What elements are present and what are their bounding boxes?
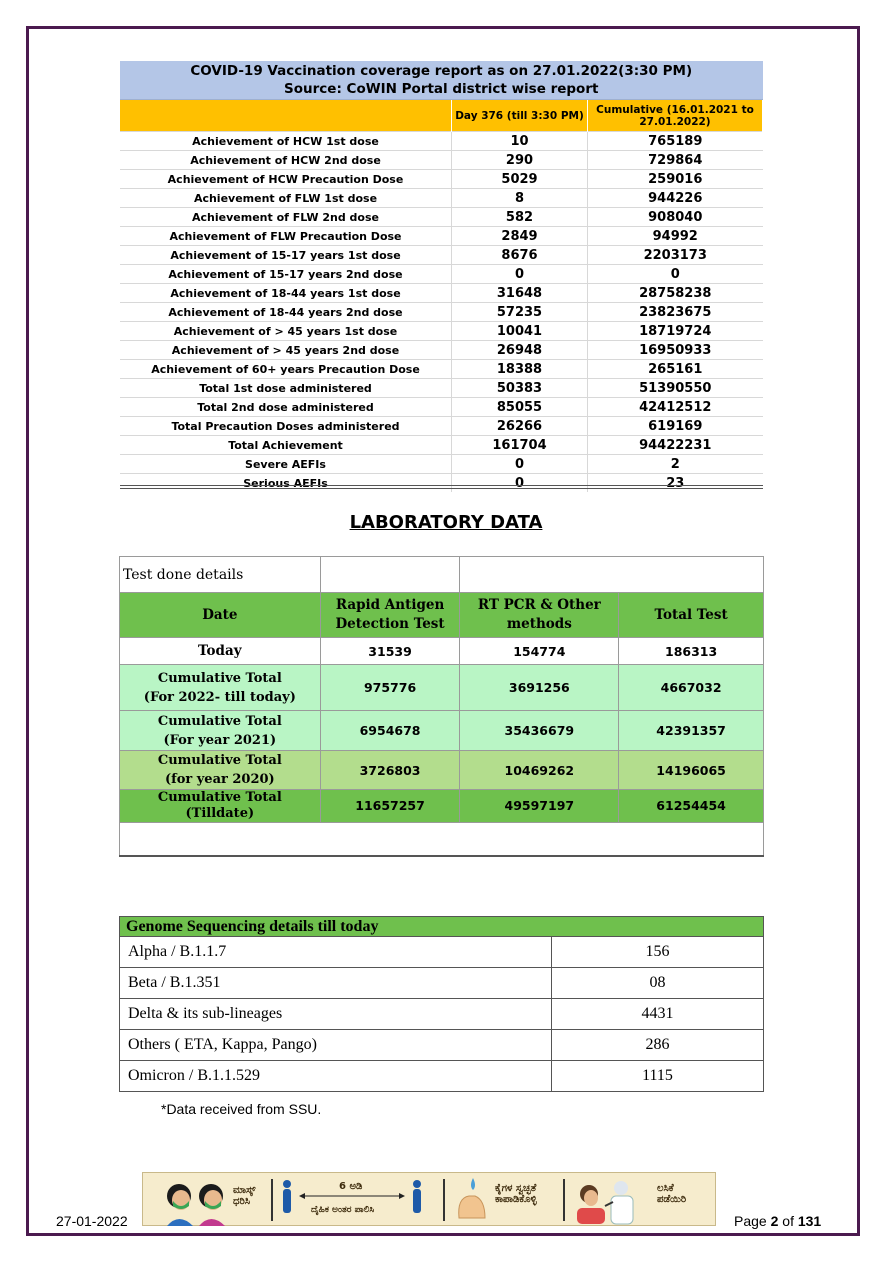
vaccination-row-cumulative: 259016 — [588, 170, 763, 189]
vaccination-row-label: Achievement of 18-44 years 2nd dose — [120, 303, 452, 322]
vaccination-row-day: 57235 — [452, 303, 588, 322]
vaccination-row-cumulative: 908040 — [588, 208, 763, 227]
genome-row-label: Others ( ETA, Kappa, Pango) — [120, 1030, 552, 1061]
vaccination-row — [120, 132, 763, 151]
vaccination-row-label: Achievement of 15-17 years 1st dose — [120, 246, 452, 265]
vaccination-row-label: Achievement of HCW 1st dose — [120, 132, 452, 151]
vaccination-row-day: 5029 — [452, 170, 588, 189]
vaccination-row-cumulative: 23 — [588, 474, 763, 493]
lab-header-date: Date — [120, 593, 321, 638]
col-day-header: Day 376 (till 3:30 PM) — [452, 100, 588, 132]
lab-row — [120, 751, 764, 790]
lab-row-rtpcr: 154774 — [460, 638, 619, 665]
genome-row — [120, 999, 764, 1030]
vaccination-table — [120, 61, 763, 492]
lab-caption-row — [120, 557, 764, 593]
genome-header-row — [120, 917, 764, 937]
lab-row-total: 42391357 — [619, 711, 764, 751]
banner-separator — [563, 1179, 565, 1221]
lab-row-date: Cumulative Total (For 2022- till today) — [120, 665, 321, 711]
vaccination-row-cumulative: 944226 — [588, 189, 763, 208]
banner-separator — [271, 1179, 273, 1221]
awareness-banner — [142, 1172, 716, 1226]
lab-header-row — [120, 593, 764, 638]
vaccination-row-label: Achievement of > 45 years 2nd dose — [120, 341, 452, 360]
masked-faces-icon — [157, 1174, 277, 1226]
lab-row-rat: 975776 — [320, 665, 460, 711]
genome-title: Genome Sequencing details till today — [120, 917, 764, 937]
vaccination-row — [120, 246, 763, 265]
vaccination-icon — [571, 1174, 641, 1226]
col-cumulative-header: Cumulative (16.01.2021 to 27.01.2022) — [588, 100, 763, 132]
vaccination-row-day: 0 — [452, 474, 588, 493]
vaccination-row-label: Achievement of HCW 2nd dose — [120, 151, 452, 170]
lab-row-rat: 31539 — [320, 638, 460, 665]
lab-section-title: LABORATORY DATA — [349, 512, 543, 533]
vaccination-row — [120, 208, 763, 227]
lab-row-rat: 6954678 — [320, 711, 460, 751]
vaccination-row — [120, 474, 763, 493]
vaccination-title: COVID-19 Vaccination coverage report as on 27.01.2022(3:30 PM) — [190, 63, 693, 79]
vaccination-row-label: Achievement of 60+ years Precaution Dose — [120, 360, 452, 379]
genome-footnote: *Data received from SSU. — [161, 1101, 322, 1117]
hygiene-text: ಕೈಗಳ ಸ್ವಚ್ಛತೆ ಕಾಪಾಡಿಕೊಳ್ಳಿ — [495, 1183, 537, 1205]
lab-row-total: 186313 — [619, 638, 764, 665]
vaccination-row — [120, 322, 763, 341]
lab-row-total: 14196065 — [619, 751, 764, 790]
vaccination-row-label: Achievement of 18-44 years 1st dose — [120, 284, 452, 303]
genome-row-label: Delta & its sub-lineages — [120, 999, 552, 1030]
lab-row-date: Cumulative Total (for year 2020) — [120, 751, 321, 790]
vaccination-row — [120, 379, 763, 398]
lab-row-date: Cumulative Total (Tilldate) — [120, 790, 321, 823]
vaccination-row-day: 26948 — [452, 341, 588, 360]
lab-table-end-row — [120, 823, 764, 857]
genome-row-label: Omicron / B.1.1.529 — [120, 1061, 552, 1092]
vaccination-row — [120, 455, 763, 474]
lab-row-rtpcr: 3691256 — [460, 665, 619, 711]
lab-row — [120, 790, 764, 823]
genome-row-value: 1115 — [552, 1061, 764, 1092]
lab-row — [120, 711, 764, 751]
lab-row — [120, 665, 764, 711]
genome-row — [120, 968, 764, 999]
lab-caption: Test done details — [120, 557, 321, 593]
vaccination-row-day: 161704 — [452, 436, 588, 455]
vaccination-header-row — [120, 100, 763, 132]
vaccination-row-day: 290 — [452, 151, 588, 170]
vaccination-row-label: Achievement of FLW 1st dose — [120, 189, 452, 208]
lab-header-rat: Rapid Antigen Detection Test — [320, 593, 460, 638]
lab-row-rat: 3726803 — [320, 751, 460, 790]
vaccination-row-cumulative: 28758238 — [588, 284, 763, 303]
genome-row — [120, 1030, 764, 1061]
vaccination-row-cumulative: 18719724 — [588, 322, 763, 341]
vaccination-row-cumulative: 2 — [588, 455, 763, 474]
vaccination-row-day: 8676 — [452, 246, 588, 265]
vaccination-row-day: 85055 — [452, 398, 588, 417]
vaccination-row-label: Total 2nd dose administered — [120, 398, 452, 417]
lab-row — [120, 638, 764, 665]
vaccination-row-day: 0 — [452, 265, 588, 284]
vaccination-row-cumulative: 619169 — [588, 417, 763, 436]
vaccination-row — [120, 398, 763, 417]
vaccination-row — [120, 303, 763, 322]
footer-date: 27-01-2022 — [56, 1213, 128, 1229]
vaccination-title-row — [120, 61, 763, 100]
vaccination-table-bottom-rule — [120, 485, 763, 489]
genome-row-value: 08 — [552, 968, 764, 999]
vaccination-row — [120, 189, 763, 208]
vaccination-row-cumulative: 2203173 — [588, 246, 763, 265]
vaccination-row-cumulative: 729864 — [588, 151, 763, 170]
vaccination-row-day: 0 — [452, 455, 588, 474]
genome-row-value: 156 — [552, 937, 764, 968]
lab-header-total: Total Test — [619, 593, 764, 638]
page-number: Page 2 of 131 — [734, 1213, 822, 1229]
vaccination-row-label: Achievement of > 45 years 1st dose — [120, 322, 452, 341]
mask-text: ಮಾಸ್ಕ್ ಧರಿಸಿ — [233, 1185, 256, 1207]
vaccination-row-cumulative: 51390550 — [588, 379, 763, 398]
vaccination-row-cumulative: 765189 — [588, 132, 763, 151]
distance-label: 6 ಅಡಿ — [339, 1181, 363, 1192]
vaccination-row-day: 50383 — [452, 379, 588, 398]
lab-row-total: 61254454 — [619, 790, 764, 823]
vaccination-row-day: 18388 — [452, 360, 588, 379]
vaccination-row — [120, 265, 763, 284]
vaccination-row-cumulative: 23823675 — [588, 303, 763, 322]
vaccination-row-day: 10041 — [452, 322, 588, 341]
vaccination-row-day: 582 — [452, 208, 588, 227]
genome-row-value: 4431 — [552, 999, 764, 1030]
hand-wash-icon — [453, 1174, 493, 1226]
vaccination-row-label: Severe AEFIs — [120, 455, 452, 474]
vaccination-row-day: 31648 — [452, 284, 588, 303]
vaccination-row-label: Achievement of FLW 2nd dose — [120, 208, 452, 227]
vaccination-row-cumulative: 0 — [588, 265, 763, 284]
genome-row-label: Beta / B.1.351 — [120, 968, 552, 999]
vaccination-row-label: Total Achievement — [120, 436, 452, 455]
lab-row-date: Cumulative Total (For year 2021) — [120, 711, 321, 751]
vaccination-row-cumulative: 94422231 — [588, 436, 763, 455]
banner-separator — [443, 1179, 445, 1221]
genome-row — [120, 937, 764, 968]
distance-text: ದೈಹಿಕ ಅಂತರ ಪಾಲಿಸಿ — [311, 1205, 375, 1215]
vaccination-row-label: Total 1st dose administered — [120, 379, 452, 398]
vaccination-row-cumulative: 16950933 — [588, 341, 763, 360]
vaccination-row-day: 8 — [452, 189, 588, 208]
vaccination-row — [120, 227, 763, 246]
vaccination-row-label: Achievement of HCW Precaution Dose — [120, 170, 452, 189]
vaccination-row-cumulative: 265161 — [588, 360, 763, 379]
vaccination-row — [120, 360, 763, 379]
vaccine-text: ಲಸಿಕೆ ಪಡೆಯಿರಿ — [657, 1183, 687, 1205]
vaccination-row-day: 2849 — [452, 227, 588, 246]
vaccination-row-label: Achievement of 15-17 years 2nd dose — [120, 265, 452, 284]
genome-row-label: Alpha / B.1.1.7 — [120, 937, 552, 968]
vaccination-row-cumulative: 94992 — [588, 227, 763, 246]
lab-row-rtpcr: 35436679 — [460, 711, 619, 751]
lab-row-date: Today — [120, 638, 321, 665]
vaccination-row-label: Achievement of FLW Precaution Dose — [120, 227, 452, 246]
lab-row-rtpcr: 49597197 — [460, 790, 619, 823]
vaccination-row — [120, 417, 763, 436]
vaccination-row — [120, 436, 763, 455]
vaccination-row — [120, 284, 763, 303]
vaccination-row — [120, 341, 763, 360]
vaccination-row-cumulative: 42412512 — [588, 398, 763, 417]
genome-row-value: 286 — [552, 1030, 764, 1061]
vaccination-row — [120, 170, 763, 189]
lab-header-rtpcr: RT PCR & Other methods — [460, 593, 619, 638]
lab-row-rtpcr: 10469262 — [460, 751, 619, 790]
vaccination-source: Source: CoWIN Portal district wise report — [284, 81, 599, 97]
vaccination-row-label: Serious AEFIs — [120, 474, 452, 493]
lab-row-rat: 11657257 — [320, 790, 460, 823]
vaccination-row-day: 26266 — [452, 417, 588, 436]
vaccination-row — [120, 151, 763, 170]
genome-table — [119, 916, 764, 1092]
vaccination-row-label: Total Precaution Doses administered — [120, 417, 452, 436]
lab-table — [119, 556, 764, 857]
vaccination-row-day: 10 — [452, 132, 588, 151]
lab-row-total: 4667032 — [619, 665, 764, 711]
genome-row — [120, 1061, 764, 1092]
